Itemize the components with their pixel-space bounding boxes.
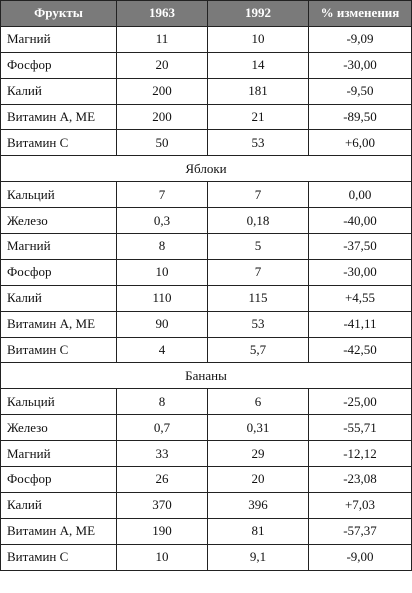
table-body — [1, 26, 412, 570]
change-cell: -40,00 — [309, 208, 412, 234]
change-cell: -25,00 — [309, 389, 412, 415]
change-cell: -57,37 — [309, 518, 412, 544]
header-row — [1, 1, 412, 27]
value-1992-cell: 10 — [208, 26, 309, 52]
header-1992: 1992 — [208, 1, 309, 27]
table-row — [1, 285, 412, 311]
value-1992-cell: 0,18 — [208, 208, 309, 234]
change-cell: -12,12 — [309, 441, 412, 467]
value-1963-cell: 90 — [117, 311, 208, 337]
value-1992-cell: 0,31 — [208, 415, 309, 441]
value-1992-cell: 53 — [208, 130, 309, 156]
table-row — [1, 311, 412, 337]
table-row — [1, 441, 412, 467]
nutrient-cell: Магний — [1, 234, 117, 260]
table-row — [1, 182, 412, 208]
nutrient-cell: Калий — [1, 78, 117, 104]
table-row — [1, 52, 412, 78]
nutrient-cell: Магний — [1, 441, 117, 467]
section-title: Бананы — [1, 363, 412, 389]
value-1963-cell: 0,7 — [117, 415, 208, 441]
change-cell: -42,50 — [309, 337, 412, 363]
value-1963-cell: 10 — [117, 544, 208, 570]
nutrient-cell: Железо — [1, 208, 117, 234]
value-1992-cell: 7 — [208, 182, 309, 208]
value-1992-cell: 81 — [208, 518, 309, 544]
table-row — [1, 26, 412, 52]
value-1963-cell: 370 — [117, 492, 208, 518]
value-1963-cell: 0,3 — [117, 208, 208, 234]
value-1963-cell: 26 — [117, 467, 208, 493]
value-1992-cell: 181 — [208, 78, 309, 104]
table-row — [1, 544, 412, 570]
table-row — [1, 492, 412, 518]
value-1992-cell: 6 — [208, 389, 309, 415]
value-1963-cell: 20 — [117, 52, 208, 78]
change-cell: -9,50 — [309, 78, 412, 104]
value-1963-cell: 200 — [117, 104, 208, 130]
value-1963-cell: 8 — [117, 234, 208, 260]
value-1992-cell: 29 — [208, 441, 309, 467]
change-cell: -89,50 — [309, 104, 412, 130]
nutrient-cell: Калий — [1, 285, 117, 311]
change-cell: +7,03 — [309, 492, 412, 518]
nutrient-cell: Кальций — [1, 182, 117, 208]
change-cell: -55,71 — [309, 415, 412, 441]
nutrient-cell: Калий — [1, 492, 117, 518]
section-title: Яблоки — [1, 156, 412, 182]
change-cell: +4,55 — [309, 285, 412, 311]
value-1992-cell: 53 — [208, 311, 309, 337]
section-row — [1, 156, 412, 182]
change-cell: 0,00 — [309, 182, 412, 208]
value-1963-cell: 4 — [117, 337, 208, 363]
change-cell: -30,00 — [309, 52, 412, 78]
table-row — [1, 467, 412, 493]
value-1992-cell: 21 — [208, 104, 309, 130]
nutrient-cell: Фосфор — [1, 467, 117, 493]
value-1992-cell: 7 — [208, 259, 309, 285]
table-row — [1, 78, 412, 104]
change-cell: +6,00 — [309, 130, 412, 156]
header-change: % изменения — [309, 1, 412, 27]
section-row — [1, 363, 412, 389]
value-1992-cell: 5,7 — [208, 337, 309, 363]
change-cell: -23,08 — [309, 467, 412, 493]
value-1963-cell: 200 — [117, 78, 208, 104]
nutrient-cell: Магний — [1, 26, 117, 52]
change-cell: -37,50 — [309, 234, 412, 260]
change-cell: -41,11 — [309, 311, 412, 337]
nutrient-cell: Витамин А, МЕ — [1, 104, 117, 130]
value-1992-cell: 20 — [208, 467, 309, 493]
value-1963-cell: 110 — [117, 285, 208, 311]
nutrient-cell: Фосфор — [1, 52, 117, 78]
nutrient-cell: Витамин А, МЕ — [1, 518, 117, 544]
table-row — [1, 389, 412, 415]
header-1963: 1963 — [117, 1, 208, 27]
value-1992-cell: 115 — [208, 285, 309, 311]
nutrient-cell: Витамин С — [1, 130, 117, 156]
table-row — [1, 259, 412, 285]
value-1963-cell: 7 — [117, 182, 208, 208]
table-row — [1, 208, 412, 234]
nutrient-cell: Железо — [1, 415, 117, 441]
value-1963-cell: 190 — [117, 518, 208, 544]
nutrient-cell: Кальций — [1, 389, 117, 415]
header-fruit: Фрукты — [1, 1, 117, 27]
table-row — [1, 337, 412, 363]
value-1992-cell: 9,1 — [208, 544, 309, 570]
table-row — [1, 234, 412, 260]
change-cell: -9,09 — [309, 26, 412, 52]
change-cell: -9,00 — [309, 544, 412, 570]
nutrient-cell: Витамин А, МЕ — [1, 311, 117, 337]
table-row — [1, 518, 412, 544]
value-1963-cell: 11 — [117, 26, 208, 52]
table-row — [1, 130, 412, 156]
value-1963-cell: 50 — [117, 130, 208, 156]
change-cell: -30,00 — [309, 259, 412, 285]
value-1963-cell: 33 — [117, 441, 208, 467]
value-1963-cell: 10 — [117, 259, 208, 285]
nutrient-cell: Витамин С — [1, 544, 117, 570]
table-row — [1, 415, 412, 441]
nutrient-cell: Фосфор — [1, 259, 117, 285]
value-1992-cell: 14 — [208, 52, 309, 78]
nutrient-cell: Витамин С — [1, 337, 117, 363]
value-1992-cell: 396 — [208, 492, 309, 518]
table-row — [1, 104, 412, 130]
value-1992-cell: 5 — [208, 234, 309, 260]
value-1963-cell: 8 — [117, 389, 208, 415]
